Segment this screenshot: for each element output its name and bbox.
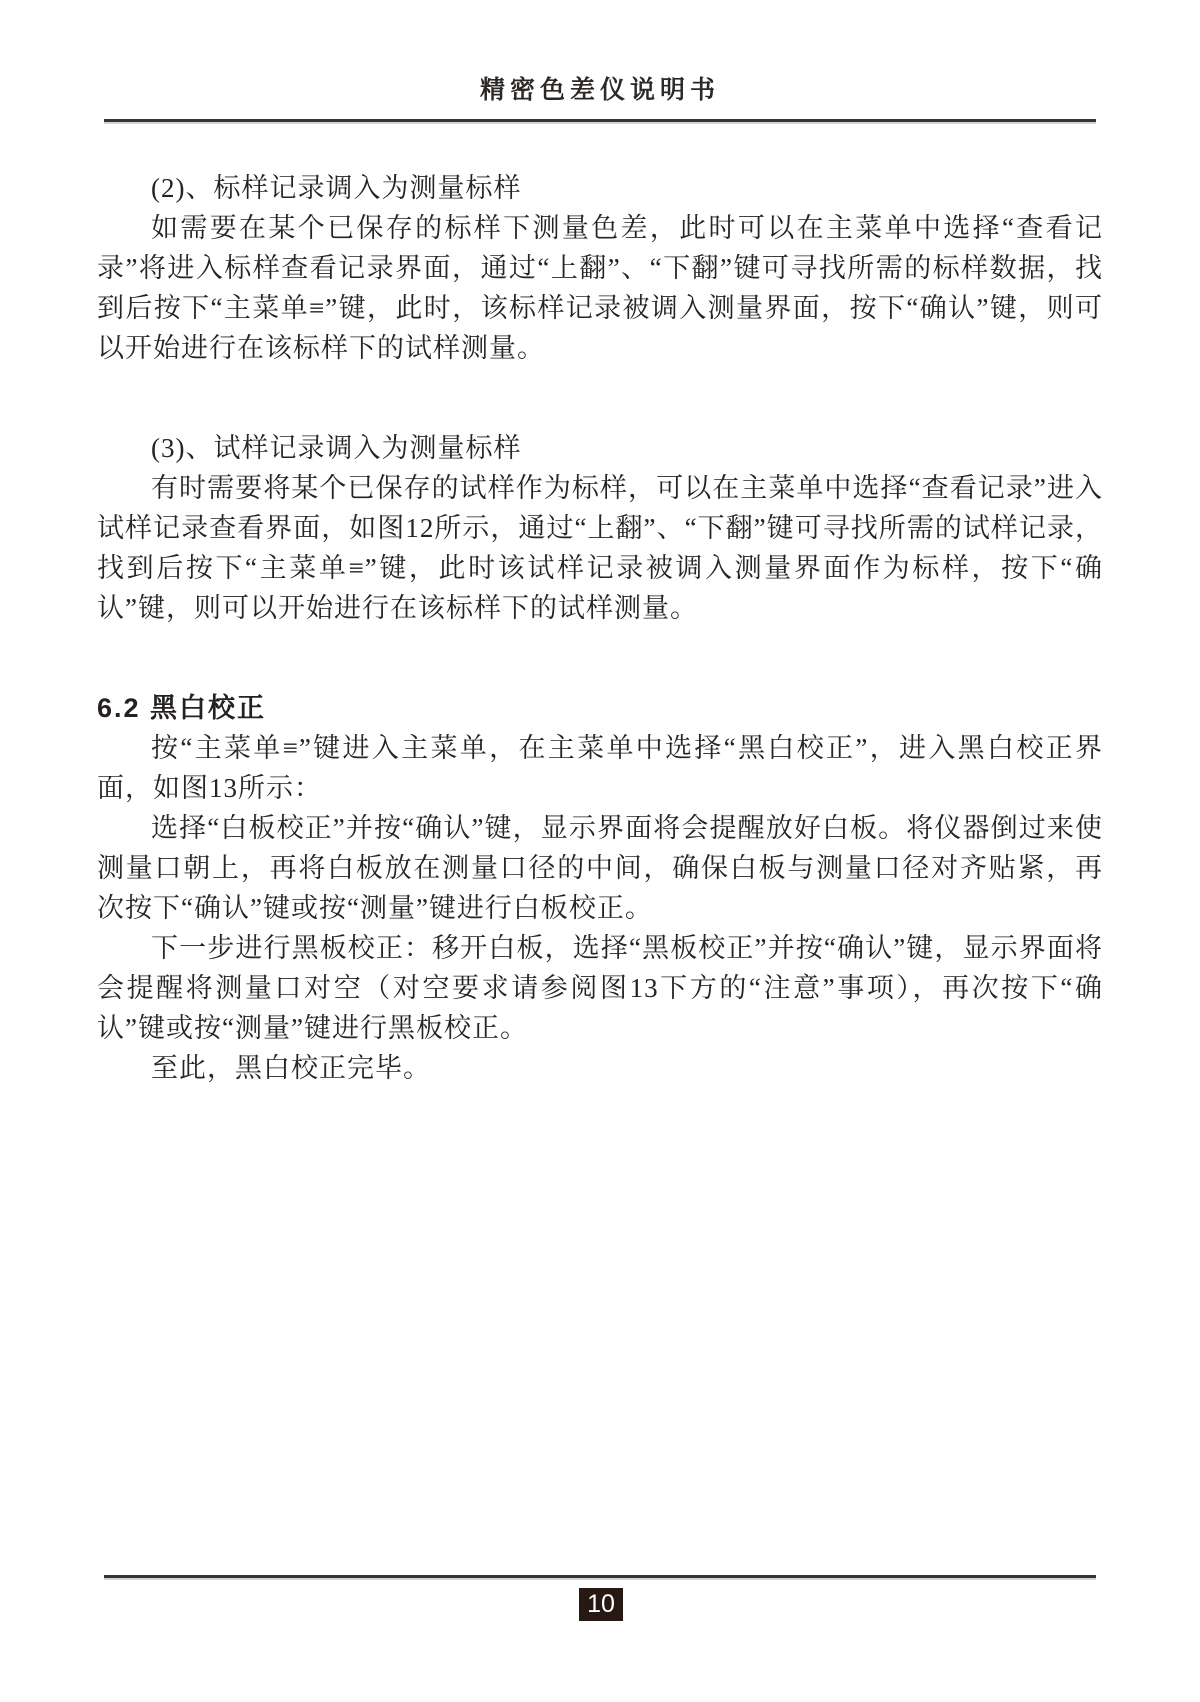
section-heading-6-2: 6.2 黑白校正 [97,693,267,723]
paragraph-black-calibration: 下一步进行黑板校正：移开白板，选择“黑板校正”并按“确认”键，显示界面将会提醒将测量口对空（对空要求请参阅图13下方的“注意”事项），再次按下“确认”键或按“测量”键进行黑板校正。 [97,933,1103,1043]
document-title: 精密色差仪说明书 [479,76,720,104]
paragraph-enter-calibration: 按“主菜单≡”键进入主菜单，在主菜单中选择“黑白校正”，进入黑白校正界面，如图13所示： [97,733,1103,803]
paragraph-white-calibration: 选择“白板校正”并按“确认”键，显示界面将会提醒放好白板。将仪器倒过来使测量口朝上，再将白板放在测量口径的中间，确保白板与测量口径对齐贴紧，再次按下“确认”键或按“测量”键进行白板校正。 [97,813,1103,923]
paragraph-standard-record: 如需要在某个已保存的标样下测量色差，此时可以在主菜单中选择“查看记录”将进入标样查看记录界面，通过“上翻”、“下翻”键可寻找所需的标样数据，找到后按下“主菜单≡”键，此时，该标样记录被调入测量界面，按下“确认”键，则可以开始进行在该标样下的试样测量。 [97,213,1103,363]
footer-divider [104,1575,1096,1578]
page-body [97,168,1103,1088]
paragraph-sample-record: 有时需要将某个已保存的试样作为标样，可以在主菜单中选择“查看记录”进入试样记录查看界面，如图12所示，通过“上翻”、“下翻”键可寻找所需的试样记录，找到后按下“主菜单≡”键，此时该试样记录被调入测量界面作为标样，按下“确认”键，则可以开始进行在该标样下的试样测量。 [97,473,1103,623]
page-header [0,70,1200,106]
subsection-heading-2: (2)、标样记录调入为测量标样 [151,173,522,203]
subsection-heading-3: (3)、试样记录调入为测量标样 [151,433,522,463]
header-divider [104,119,1096,122]
paragraph-calibration-complete: 至此，黑白校正完毕。 [151,1053,431,1083]
page-number-badge: 10 [579,1588,623,1621]
